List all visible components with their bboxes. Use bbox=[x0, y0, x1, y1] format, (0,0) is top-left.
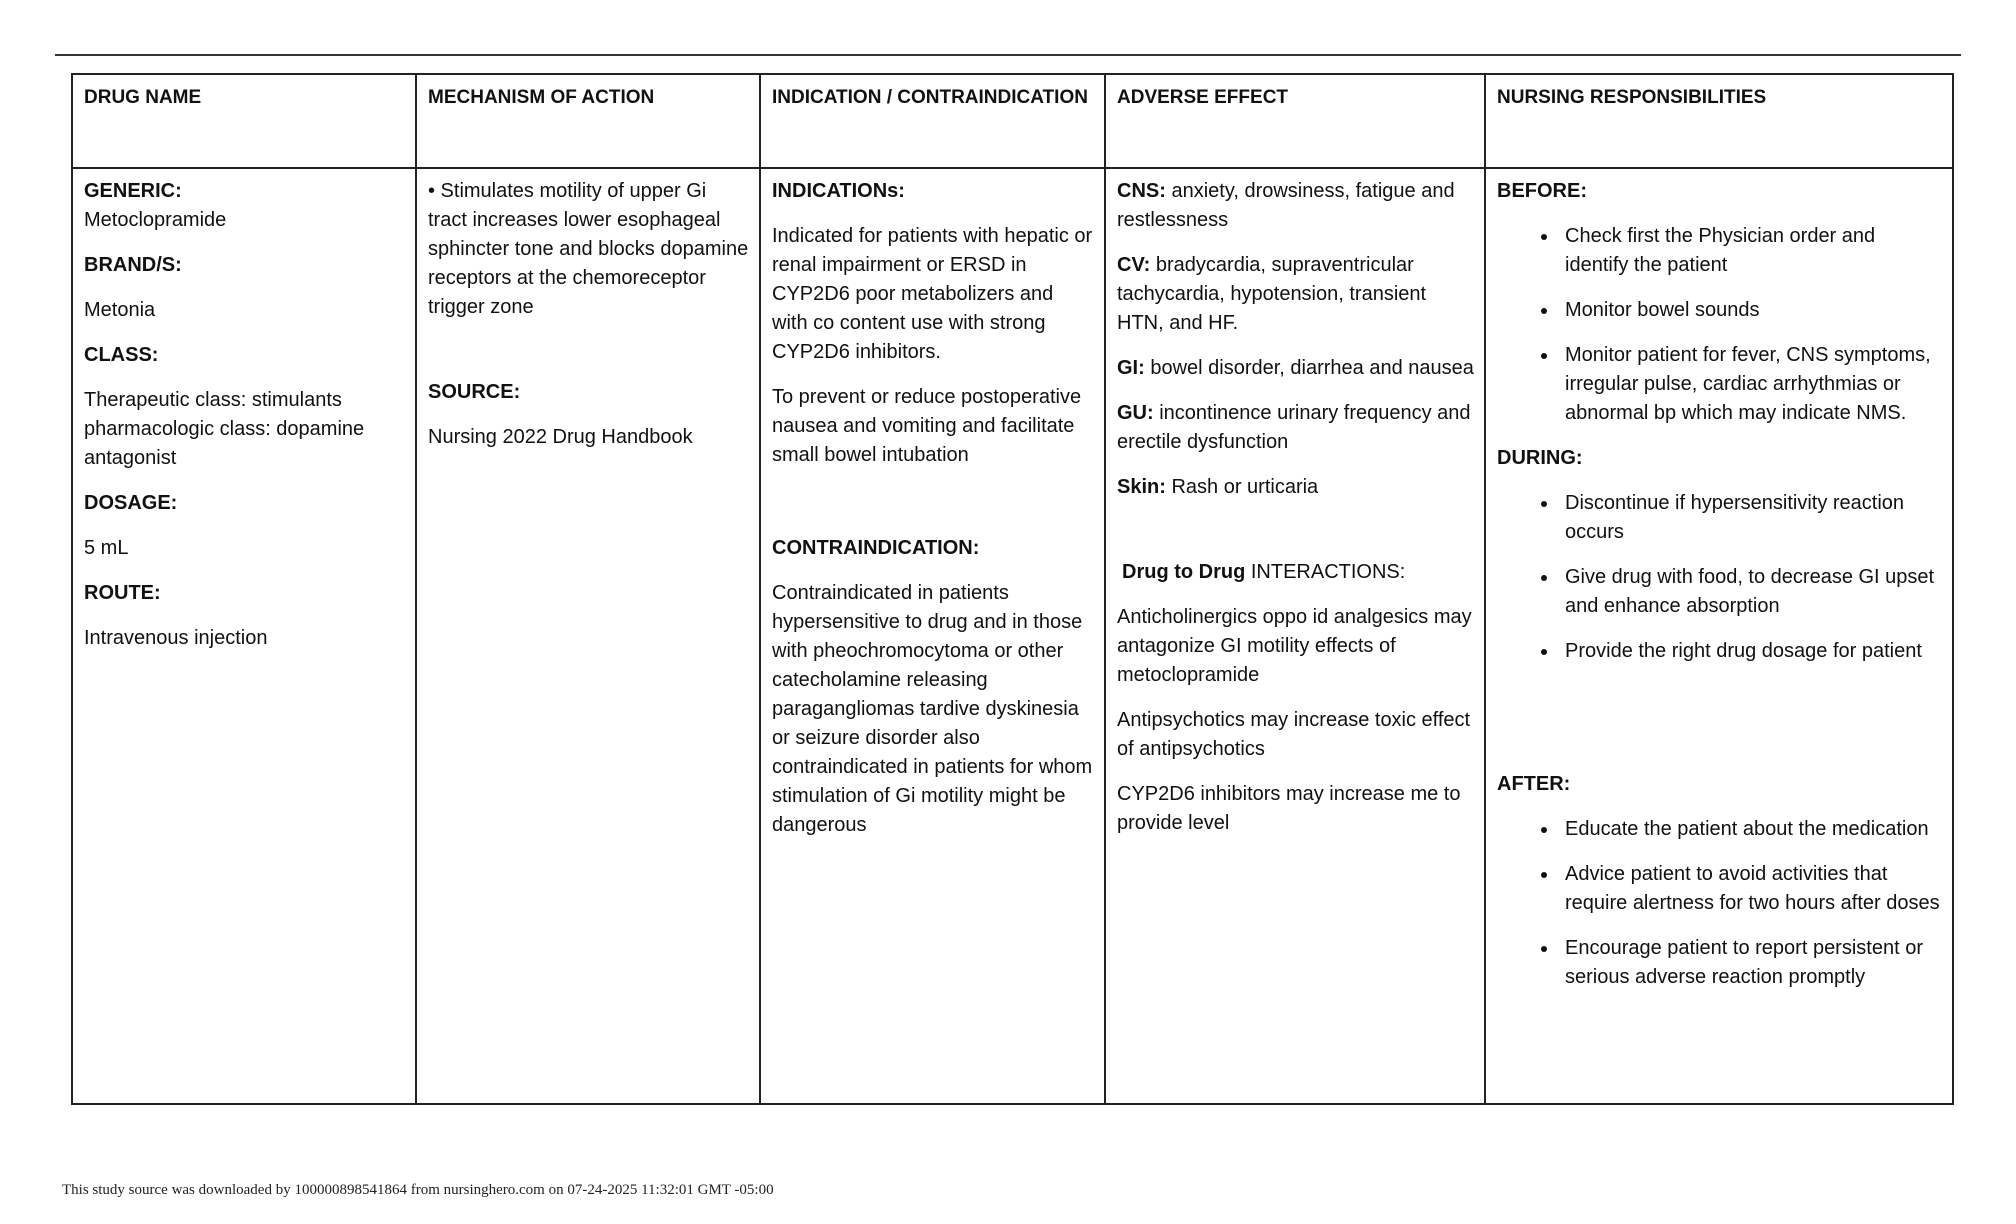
header-row bbox=[72, 74, 1953, 168]
dosage-label: DOSAGE: bbox=[84, 492, 178, 514]
interaction-1: Anticholinergics oppo id analgesics may antagonize GI motility effects of metoclopramide bbox=[1117, 606, 1472, 686]
indication-cell bbox=[760, 168, 1105, 1104]
header-indication: INDICATION / CONTRAINDICATION bbox=[760, 74, 1105, 168]
list-item: • Educate the patient about the medication bbox=[1559, 815, 1942, 844]
interactions-label-rest: INTERACTIONS: bbox=[1250, 561, 1406, 583]
header-adverse-effect: ADVERSE EFFECT bbox=[1105, 74, 1485, 168]
header-nursing: NURSING RESPONSIBILITIES bbox=[1485, 74, 1953, 168]
interaction-3: CYP2D6 inhibitors may increase me to provide level bbox=[1117, 783, 1461, 834]
before-label: BEFORE: bbox=[1497, 180, 1587, 202]
mechanism-cell bbox=[416, 168, 760, 1104]
list-item: • Provide the right drug dosage for patient bbox=[1559, 637, 1942, 666]
skin-text: Rash or urticaria bbox=[1165, 476, 1319, 498]
gi-text: bowel disorder, diarrhea and nausea bbox=[1144, 357, 1474, 379]
list-item: • Give drug with food, to decrease GI upset and enhance absorption bbox=[1559, 563, 1942, 621]
generic-label: GENERIC: bbox=[84, 180, 182, 202]
indications-label: INDICATIONs: bbox=[772, 180, 905, 202]
list-item: • Check first the Physician order and identify the patient bbox=[1559, 222, 1942, 280]
contraindication-text: Contraindicated in patients hypersensitive to drug and in those with pheochromocytoma or other catecholamine releasing paragangliomas tardive dyskinesia or seizure disorder also contraindicated in patients for whom stimulation of Gi motility might be dangerous bbox=[772, 582, 1093, 836]
list-item: • Advice patient to avoid activities that require alertness for two hours after doses bbox=[1559, 860, 1942, 918]
gi-label: GI: bbox=[1117, 357, 1145, 379]
source-footer: This study source was downloaded by 100000898541864 from nursinghero.com on 07-24-2025 11:32:01 GMT -05:00 bbox=[62, 1182, 774, 1198]
cns-text: anxiety, drowsiness, fatigue and restlessness bbox=[1117, 180, 1455, 231]
cv-label: CV: bbox=[1117, 254, 1151, 276]
source-value: Nursing 2022 Drug Handbook bbox=[428, 426, 693, 448]
dosage-value: 5 mL bbox=[84, 537, 129, 559]
cv-text: bradycardia, supraventricular tachycardia, hypotension, transient HTN, and HF. bbox=[1117, 254, 1427, 334]
route-label: ROUTE: bbox=[84, 582, 161, 604]
gu-text: incontinence urinary frequency and erectile dysfunction bbox=[1117, 402, 1471, 453]
gu-label: GU: bbox=[1117, 402, 1154, 424]
route-value: Intravenous injection bbox=[84, 627, 268, 649]
after-label: AFTER: bbox=[1497, 773, 1571, 795]
brand-label: BRAND/S: bbox=[84, 254, 182, 276]
indications-paragraph-1: Indicated for patients with hepatic or renal impairment or ERSD in CYP2D6 poor metabolizers and with co content use with strong CYP2D6 inhibitors. bbox=[772, 225, 1093, 363]
skin-label: Skin: bbox=[1117, 476, 1166, 498]
interactions-heading bbox=[1117, 558, 1474, 587]
drug-study-table bbox=[71, 73, 1954, 1105]
source-label: SOURCE: bbox=[428, 381, 521, 403]
adverse-effect-cell bbox=[1105, 168, 1485, 1104]
cv-effect bbox=[1117, 251, 1474, 338]
gu-effect bbox=[1117, 399, 1474, 457]
list-item: • Monitor patient for fever, CNS symptoms, irregular pulse, cardiac arrhythmias or abnormal bp which may indicate NMS. bbox=[1559, 341, 1942, 428]
brand-value: Metonia bbox=[84, 299, 156, 321]
during-label: DURING: bbox=[1497, 447, 1583, 469]
list-item: • Encourage patient to report persistent or serious adverse reaction promptly bbox=[1559, 934, 1942, 992]
list-item: • Monitor bowel sounds bbox=[1559, 296, 1942, 325]
cns-effect bbox=[1117, 177, 1474, 235]
mechanism-text: • Stimulates motility of upper Gi tract increases lower esophageal sphincter tone and blocks dopamine receptors at the chemoreceptor trigger zone bbox=[428, 180, 749, 318]
header-drug-name: DRUG NAME bbox=[72, 74, 416, 168]
generic-value: Metoclopramide bbox=[84, 209, 227, 231]
interactions-label-bold: Drug to Drug bbox=[1122, 561, 1251, 583]
after-list bbox=[1497, 815, 1942, 992]
list-item: • Discontinue if hypersensitivity reaction occurs bbox=[1559, 489, 1942, 547]
interaction-2: Antipsychotics may increase toxic effect of antipsychotics bbox=[1117, 709, 1471, 760]
top-rule bbox=[55, 54, 1961, 56]
skin-effect bbox=[1117, 473, 1474, 502]
gi-effect bbox=[1117, 354, 1474, 383]
content-row bbox=[72, 168, 1953, 1104]
class-value: Therapeutic class: stimulants pharmacologic class: dopamine antagonist bbox=[84, 389, 365, 469]
during-list bbox=[1497, 489, 1942, 666]
nursing-cell bbox=[1485, 168, 1953, 1104]
class-label: CLASS: bbox=[84, 344, 159, 366]
cns-label: CNS: bbox=[1117, 180, 1166, 202]
drug-name-cell bbox=[72, 168, 416, 1104]
before-list bbox=[1497, 222, 1942, 428]
indications-paragraph-2: To prevent or reduce postoperative nausea and vomiting and facilitate small bowel intubation bbox=[772, 386, 1082, 466]
contraindication-label: CONTRAINDICATION: bbox=[772, 537, 980, 559]
header-mechanism: MECHANISM OF ACTION bbox=[416, 74, 760, 168]
